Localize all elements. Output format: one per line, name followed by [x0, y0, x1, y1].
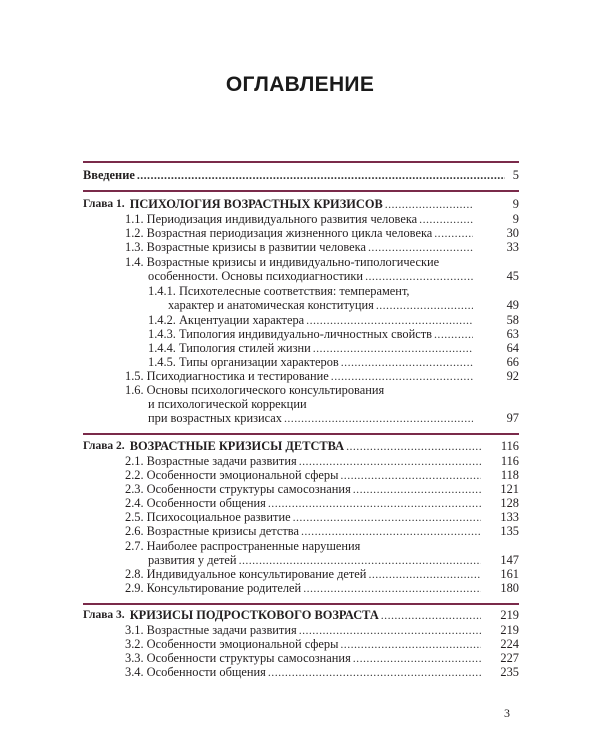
leader-dots: [331, 369, 473, 383]
leader-dots: [368, 240, 473, 254]
toc-entry-label: и психологической коррекции: [148, 397, 307, 411]
page-number: 3: [504, 706, 510, 720]
toc-entry-continuation: [168, 298, 475, 312]
toc-entry-label: 3.1. Возрастные задачи развития: [125, 623, 297, 637]
toc-entry-continuation: [148, 553, 483, 567]
toc-entry-label: при возрастных кризисах: [148, 411, 282, 425]
toc-page: 219: [500, 608, 519, 622]
toc-entry-continuation: [148, 269, 475, 283]
toc-page: 235: [500, 665, 519, 679]
leader-dots: [368, 567, 481, 581]
leader-dots: [340, 637, 481, 651]
toc-entry-label: 2.2. Особенности эмоциональной сферы: [125, 468, 339, 482]
chapter-prefix: Глава 3.: [83, 609, 125, 621]
toc-page: 58: [506, 313, 519, 327]
toc-page: 9: [512, 197, 519, 211]
toc-page: 66: [506, 355, 519, 369]
toc-page: 121: [500, 482, 519, 496]
toc-page: 116: [500, 454, 519, 468]
leader-dots: [268, 665, 481, 679]
toc-entry-label: 1.4.1. Психотелесные соответствия: темперамент,: [148, 284, 410, 298]
toc-page: 227: [500, 651, 519, 665]
toc-entry: [125, 581, 483, 595]
leader-dots: [376, 298, 473, 312]
toc-entry-label: характер и анатомическая конституция: [168, 298, 374, 312]
leader-dots: [434, 226, 473, 240]
toc-page: 224: [500, 637, 519, 651]
toc-entry-label: 2.7. Наиболее распространенные нарушения: [125, 539, 361, 553]
toc-entry-label: 3.4. Особенности общения: [125, 665, 266, 679]
chapter-prefix: Глава 2.: [83, 440, 125, 452]
toc-page: 180: [500, 581, 519, 595]
toc-entry: [125, 637, 483, 651]
toc-page: 116: [500, 439, 519, 453]
toc-entry-continuation: [148, 411, 475, 425]
divider: [83, 161, 519, 163]
toc-page: 118: [500, 468, 519, 482]
leader-dots: [419, 212, 473, 226]
leader-dots: [284, 411, 473, 425]
toc-page: 33: [506, 240, 519, 254]
leader-dots: [299, 623, 481, 637]
toc-entry: [125, 539, 483, 553]
leader-dots: [381, 608, 481, 622]
toc-entry-label: Введение: [83, 168, 135, 182]
toc-entry-label: 1.2. Возрастная периодизация жизненного цикла человека: [125, 226, 433, 240]
toc-entry: [125, 369, 475, 383]
toc-entry-label: 1.1. Периодизация индивидуального развития человека: [125, 212, 418, 226]
toc-entry: [148, 341, 475, 355]
leader-dots: [137, 168, 505, 182]
leader-dots: [306, 313, 473, 327]
leader-dots: [365, 269, 473, 283]
leader-dots: [346, 439, 481, 453]
toc-page: 147: [500, 553, 519, 567]
toc-entry-label: 1.4.2. Акцентуации характера: [148, 313, 305, 327]
toc-entry: [125, 383, 475, 397]
leader-dots: [268, 496, 481, 510]
toc-entry-label: 2.5. Психосоциальное развитие: [125, 510, 291, 524]
toc-page: 97: [506, 411, 519, 425]
chapter-heading: [83, 608, 483, 622]
toc-page: 219: [500, 623, 519, 637]
toc-page: 30: [506, 226, 519, 240]
leader-dots: [341, 355, 473, 369]
toc-entry: [148, 313, 475, 327]
toc-page: 128: [500, 496, 519, 510]
toc-entry-label: 2.6. Возрастные кризисы детства: [125, 524, 299, 538]
toc-entry: [125, 454, 483, 468]
toc-entry: [125, 524, 483, 538]
toc-entry: [125, 567, 483, 581]
toc-entry: [125, 510, 483, 524]
chapter-heading: [83, 197, 475, 211]
leader-dots: [434, 327, 473, 341]
toc-entry-label: 3.3. Особенности структуры самосознания: [125, 651, 351, 665]
toc-page: 161: [500, 567, 519, 581]
leader-dots: [301, 524, 481, 538]
toc-entry: [125, 665, 483, 679]
toc-entry-label: 3.2. Особенности эмоциональной сферы: [125, 637, 339, 651]
toc-entry: [125, 212, 475, 226]
toc-entry-label: 2.3. Особенности структуры самосознания: [125, 482, 351, 496]
toc-entry-label: 1.6. Основы психологического консультирования: [125, 383, 385, 397]
chapter-title: КРИЗИСЫ ПОДРОСТКОВОГО ВОЗРАСТА: [129, 608, 379, 622]
leader-dots: [303, 581, 481, 595]
toc-page: 49: [506, 298, 519, 312]
toc-entry-label: особенности. Основы психодиагностики: [148, 269, 364, 283]
toc-entry: [125, 482, 483, 496]
toc-entry: [125, 623, 483, 637]
toc-page: 133: [500, 510, 519, 524]
toc-entry: [148, 327, 475, 341]
leader-dots: [313, 341, 473, 355]
chapter-title: ВОЗРАСТНЫЕ КРИЗИСЫ ДЕТСТВА: [129, 439, 345, 453]
toc-entry: [125, 468, 483, 482]
toc-entry: [125, 255, 475, 269]
divider: [83, 433, 519, 435]
chapter-prefix: Глава 1.: [83, 198, 125, 210]
leader-dots: [385, 197, 473, 211]
leader-dots: [239, 553, 481, 567]
page-title: ОГЛАВЛЕНИЕ: [225, 73, 375, 96]
chapter-title: ПСИХОЛОГИЯ ВОЗРАСТНЫХ КРИЗИСОВ: [129, 197, 383, 211]
toc-page: 45: [506, 269, 519, 283]
chapter-heading: [83, 439, 483, 453]
toc-page: 135: [500, 524, 519, 538]
toc-page: 64: [506, 341, 519, 355]
toc-entry-label: 2.1. Возрастные задачи развития: [125, 454, 297, 468]
leader-dots: [353, 651, 481, 665]
toc-entry-label: 2.4. Особенности общения: [125, 496, 266, 510]
toc-entry-continuation: [148, 397, 475, 411]
toc-entry-label: 2.8. Индивидуальное консультирование детей: [125, 567, 367, 581]
toc-entry: [148, 284, 475, 298]
toc-entry-label: 1.4.4. Типология стилей жизни: [148, 341, 311, 355]
toc-entry: [125, 651, 483, 665]
divider: [83, 603, 519, 605]
toc-page: 63: [506, 327, 519, 341]
divider: [83, 190, 519, 192]
toc-entry: [125, 496, 483, 510]
toc-entry-intro: [83, 168, 507, 182]
toc-entry-label: 1.4.3. Типология индивидуально-личностных свойств: [148, 327, 433, 341]
toc-entry: [125, 240, 475, 254]
toc-entry-label: 2.9. Консультирование родителей: [125, 581, 302, 595]
toc-entry: [148, 355, 475, 369]
toc-entry: [125, 226, 475, 240]
toc-page: 92: [506, 369, 519, 383]
toc-entry-label: 1.5. Психодиагностика и тестирование: [125, 369, 329, 383]
leader-dots: [299, 454, 481, 468]
toc-page: 5: [512, 168, 519, 182]
toc-entry-label: 1.4.5. Типы организации характеров: [148, 355, 339, 369]
leader-dots: [353, 482, 481, 496]
toc-entry-label: 1.4. Возрастные кризисы и индивидуально-типологические: [125, 255, 440, 269]
leader-dots: [340, 468, 481, 482]
toc-entry-label: развития у детей: [148, 553, 237, 567]
toc-page: 9: [512, 212, 519, 226]
toc-entry-label: 1.3. Возрастные кризисы в развитии человека: [125, 240, 367, 254]
leader-dots: [293, 510, 481, 524]
